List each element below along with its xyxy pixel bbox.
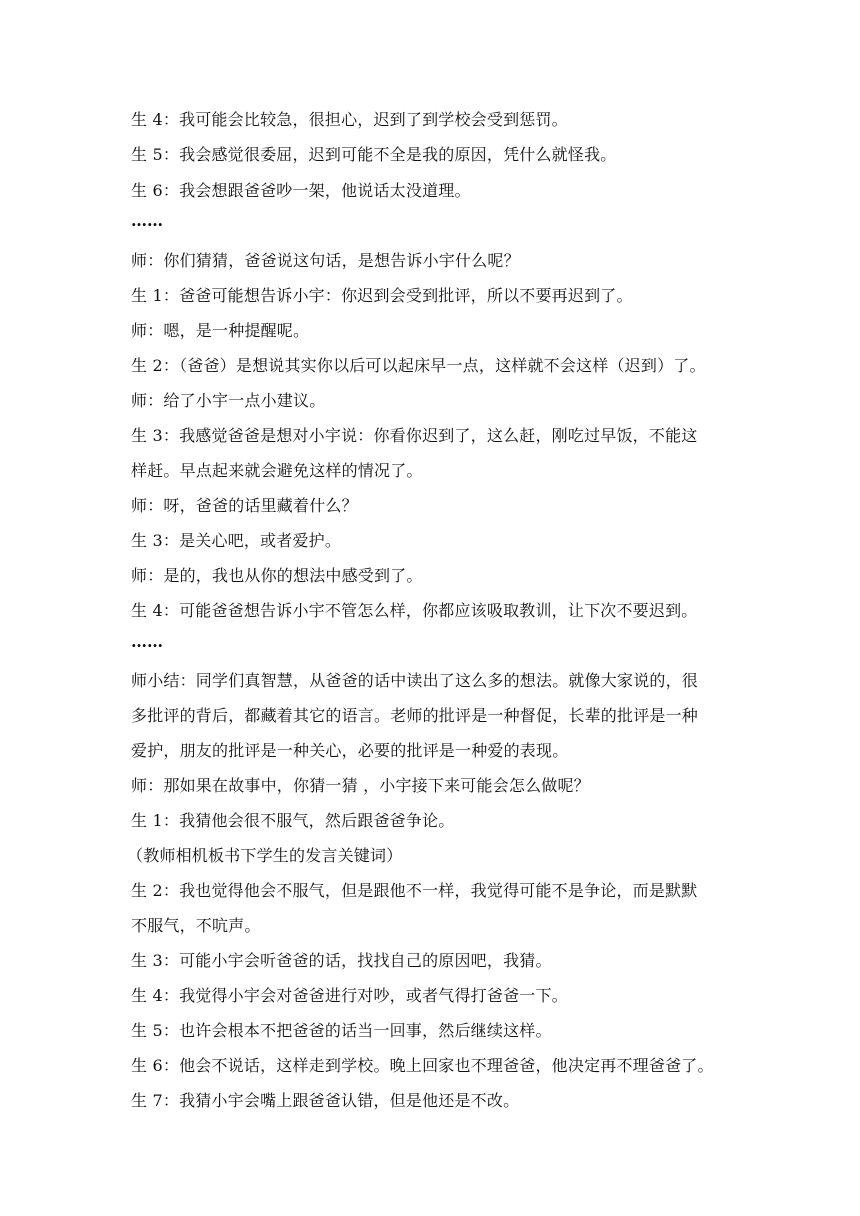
summary-line: 师小结：同学们真智慧，从爸爸的话中读出了这么多的想法。就像大家说的，很 <box>131 671 699 690</box>
dialogue-line: 生 3：可能小宇会听爸爸的话，找找自己的原因吧，我猜。 <box>131 951 552 970</box>
dialogue-line: 生 3：是关心吧，或者爱护。 <box>131 531 342 550</box>
dialogue-line: 生 1：我猜他会很不服气，然后跟爸爸争论。 <box>131 811 455 830</box>
dialogue-line: 生 4：我可能会比较急，很担心，迟到了到学校会受到惩罚。 <box>131 110 568 129</box>
dialogue-line: 生 6：他会不说话，这样走到学校。晚上回家也不理爸爸，他决定再不理爸爸了。 <box>131 1056 714 1075</box>
dialogue-line: 生 2：（爸爸）是想说其实你以后可以起床早一点，这样就不会这样（迟到）了。 <box>131 356 706 375</box>
ellipsis-separator: …… <box>131 211 163 230</box>
summary-line-continuation: 爱护，朋友的批评是一种关心，必要的批评是一种爱的表现。 <box>131 741 569 760</box>
dialogue-line: 师：呀，爸爸的话里藏着什么？ <box>131 496 358 515</box>
ellipsis-separator: …… <box>131 632 163 651</box>
dialogue-line: 师：你们猜猜，爸爸说这句话，是想告诉小宇什么呢？ <box>131 251 520 270</box>
dialogue-line-continuation: 样赶。早点起来就会避免这样的情况了。 <box>131 461 423 480</box>
dialogue-line: 生 4：我觉得小宇会对爸爸进行对吵，或者气得打爸爸一下。 <box>131 986 568 1005</box>
dialogue-line: 生 4：可能爸爸想告诉小宇不管怎么样，你都应该吸取教训，让下次不要迟到。 <box>131 601 698 620</box>
dialogue-line-continuation: 不服气，不吭声。 <box>131 916 261 935</box>
dialogue-line: 生 3：我感觉爸爸是想对小宇说：你看你迟到了，这么赶，刚吃过早饭，不能这 <box>131 426 698 445</box>
dialogue-line: 生 2：我也觉得他会不服气，但是跟他不一样，我觉得可能不是争论，而是默默 <box>131 881 698 900</box>
dialogue-line: 师：嗯，是一种提醒呢。 <box>131 321 310 340</box>
dialogue-line: 师：那如果在故事中，你猜一猜 ，小宇接下来可能会怎么做呢？ <box>131 776 590 795</box>
dialogue-line: 生 6：我会想跟爸爸吵一架，他说话太没道理。 <box>131 181 471 200</box>
dialogue-line: 师：给了小宇一点小建议。 <box>131 391 326 410</box>
teacher-note: （教师相机板书下学生的发言关键词） <box>127 846 403 865</box>
dialogue-line: 师：是的，我也从你的想法中感受到了。 <box>131 566 423 585</box>
dialogue-line: 生 5：我会感觉很委屈，迟到可能不全是我的原因，凭什么就怪我。 <box>131 145 617 164</box>
dialogue-line: 生 5：也许会根本不把爸爸的话当一回事，然后继续这样。 <box>131 1021 552 1040</box>
summary-line-continuation: 多批评的背后，都藏着其它的语言。老师的批评是一种督促，长辈的批评是一种 <box>131 706 699 725</box>
dialogue-line: 生 7：我猜小宇会嘴上跟爸爸认错，但是他还是不改。 <box>131 1091 520 1110</box>
dialogue-line: 生 1：爸爸可能想告诉小宇：你迟到会受到批评，所以不要再迟到了。 <box>131 286 633 305</box>
